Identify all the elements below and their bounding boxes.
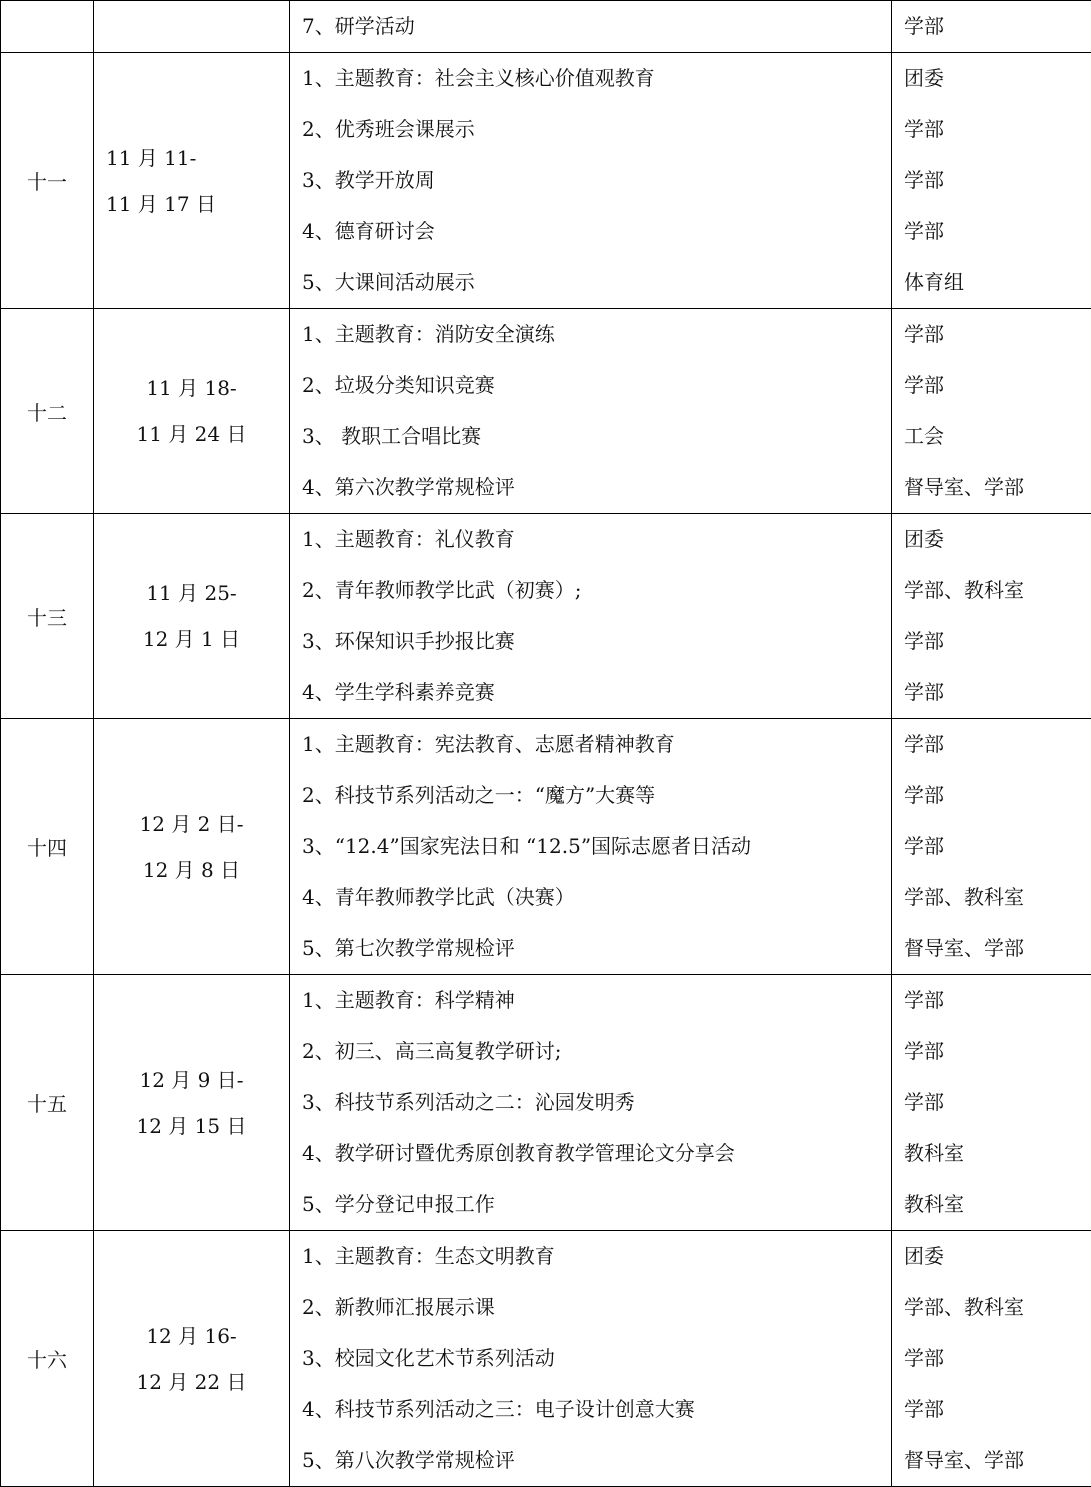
responsible-dept: 督导室、学部 (904, 1435, 1091, 1486)
date-range (94, 1, 290, 53)
date-range (94, 309, 290, 514)
responsible-dept: 学部、教科室 (904, 565, 1091, 616)
activities-cell (290, 514, 892, 719)
week-number (1, 1, 94, 53)
date-range (94, 975, 290, 1231)
date-start: 12 月 9 日- (94, 1057, 289, 1103)
activities-cell (290, 719, 892, 975)
activities-cell (290, 1231, 892, 1487)
activities-cell (290, 975, 892, 1231)
date-range (94, 719, 290, 975)
date-start: 12 月 16- (94, 1313, 289, 1359)
responsible-dept: 学部 (904, 1026, 1091, 1077)
activity-item: 3、 教职工合唱比赛 (302, 411, 891, 462)
activity-item: 4、第六次教学常规检评 (302, 462, 891, 513)
activity-item: 3、教学开放周 (302, 155, 891, 206)
departments-cell (892, 975, 1091, 1231)
activity-item: 5、第八次教学常规检评 (302, 1435, 891, 1486)
responsible-dept: 学部 (904, 155, 1091, 206)
activity-item: 4、青年教师教学比武（决赛） (302, 872, 891, 923)
responsible-dept: 学部 (904, 206, 1091, 257)
activity-item: 4、学生学科素养竞赛 (302, 667, 891, 718)
date-start: 11 月 11- (106, 135, 289, 181)
responsible-dept: 学部、教科室 (904, 872, 1091, 923)
activity-item: 1、主题教育：生态文明教育 (302, 1231, 891, 1282)
departments-cell (892, 309, 1091, 514)
responsible-dept: 学部 (904, 821, 1091, 872)
activity-item: 2、青年教师教学比武（初赛）; (302, 565, 891, 616)
responsible-dept: 学部 (904, 1, 1091, 52)
activity-item: 2、垃圾分类知识竞赛 (302, 360, 891, 411)
activity-item: 1、主题教育：宪法教育、志愿者精神教育 (302, 719, 891, 770)
departments-cell (892, 1231, 1091, 1487)
departments-cell (892, 1, 1091, 53)
activity-item: 3、校园文化艺术节系列活动 (302, 1333, 891, 1384)
responsible-dept: 学部 (904, 719, 1091, 770)
activity-item: 4、德育研讨会 (302, 206, 891, 257)
week-row (1, 1231, 1091, 1487)
activity-item: 1、主题教育：社会主义核心价值观教育 (302, 53, 891, 104)
activity-item: 1、主题教育：礼仪教育 (302, 514, 891, 565)
responsible-dept: 学部 (904, 667, 1091, 718)
activity-item: 2、新教师汇报展示课 (302, 1282, 891, 1333)
week-number: 十二 (1, 309, 94, 514)
date-end: 11 月 17 日 (106, 181, 289, 227)
responsible-dept: 工会 (904, 411, 1091, 462)
date-start: 11 月 18- (94, 365, 289, 411)
date-end: 12 月 8 日 (94, 847, 289, 893)
responsible-dept: 教科室 (904, 1179, 1091, 1230)
schedule-body (1, 1, 1091, 1487)
activity-item: 5、第七次教学常规检评 (302, 923, 891, 974)
responsible-dept: 学部 (904, 975, 1091, 1026)
responsible-dept: 督导室、学部 (904, 923, 1091, 974)
activity-item: 1、主题教育：消防安全演练 (302, 309, 891, 360)
week-number: 十五 (1, 975, 94, 1231)
activities-cell (290, 53, 892, 309)
activity-item: 7、研学活动 (302, 1, 891, 52)
week-row (1, 53, 1091, 309)
responsible-dept: 体育组 (904, 257, 1091, 308)
date-range (94, 53, 290, 309)
week-number: 十一 (1, 53, 94, 309)
activity-item: 1、主题教育：科学精神 (302, 975, 891, 1026)
responsible-dept: 学部 (904, 309, 1091, 360)
date-start: 11 月 25- (94, 570, 289, 616)
responsible-dept: 学部、教科室 (904, 1282, 1091, 1333)
responsible-dept: 学部 (904, 360, 1091, 411)
date-range (94, 514, 290, 719)
responsible-dept: 学部 (904, 770, 1091, 821)
activity-item: 5、学分登记申报工作 (302, 1179, 891, 1230)
date-end: 11 月 24 日 (94, 411, 289, 457)
date-end: 12 月 15 日 (94, 1103, 289, 1149)
activities-cell (290, 309, 892, 514)
week-row (1, 719, 1091, 975)
week-number: 十六 (1, 1231, 94, 1487)
week-row (1, 1, 1091, 53)
responsible-dept: 学部 (904, 616, 1091, 667)
responsible-dept: 学部 (904, 1077, 1091, 1128)
responsible-dept: 学部 (904, 1333, 1091, 1384)
departments-cell (892, 514, 1091, 719)
week-number: 十三 (1, 514, 94, 719)
week-row (1, 514, 1091, 719)
responsible-dept: 学部 (904, 1384, 1091, 1435)
activity-item: 3、环保知识手抄报比赛 (302, 616, 891, 667)
responsible-dept: 学部 (904, 104, 1091, 155)
activity-item: 3、“12.4”国家宪法日和 “12.5”国际志愿者日活动 (302, 821, 891, 872)
activity-item: 5、大课间活动展示 (302, 257, 891, 308)
week-row (1, 975, 1091, 1231)
date-start: 12 月 2 日- (94, 801, 289, 847)
activity-item: 4、教学研讨暨优秀原创教育教学管理论文分享会 (302, 1128, 891, 1179)
date-end: 12 月 22 日 (94, 1359, 289, 1405)
activity-item: 2、科技节系列活动之一：“魔方”大赛等 (302, 770, 891, 821)
responsible-dept: 团委 (904, 514, 1091, 565)
responsible-dept: 团委 (904, 53, 1091, 104)
responsible-dept: 督导室、学部 (904, 462, 1091, 513)
week-row (1, 309, 1091, 514)
date-range (94, 1231, 290, 1487)
departments-cell (892, 53, 1091, 309)
activities-cell (290, 1, 892, 53)
activity-item: 4、科技节系列活动之三：电子设计创意大赛 (302, 1384, 891, 1435)
activity-item: 2、初三、高三高复教学研讨; (302, 1026, 891, 1077)
responsible-dept: 教科室 (904, 1128, 1091, 1179)
activity-item: 2、优秀班会课展示 (302, 104, 891, 155)
date-end: 12 月 1 日 (94, 616, 289, 662)
activity-item: 3、科技节系列活动之二：沁园发明秀 (302, 1077, 891, 1128)
responsible-dept: 团委 (904, 1231, 1091, 1282)
week-number: 十四 (1, 719, 94, 975)
departments-cell (892, 719, 1091, 975)
